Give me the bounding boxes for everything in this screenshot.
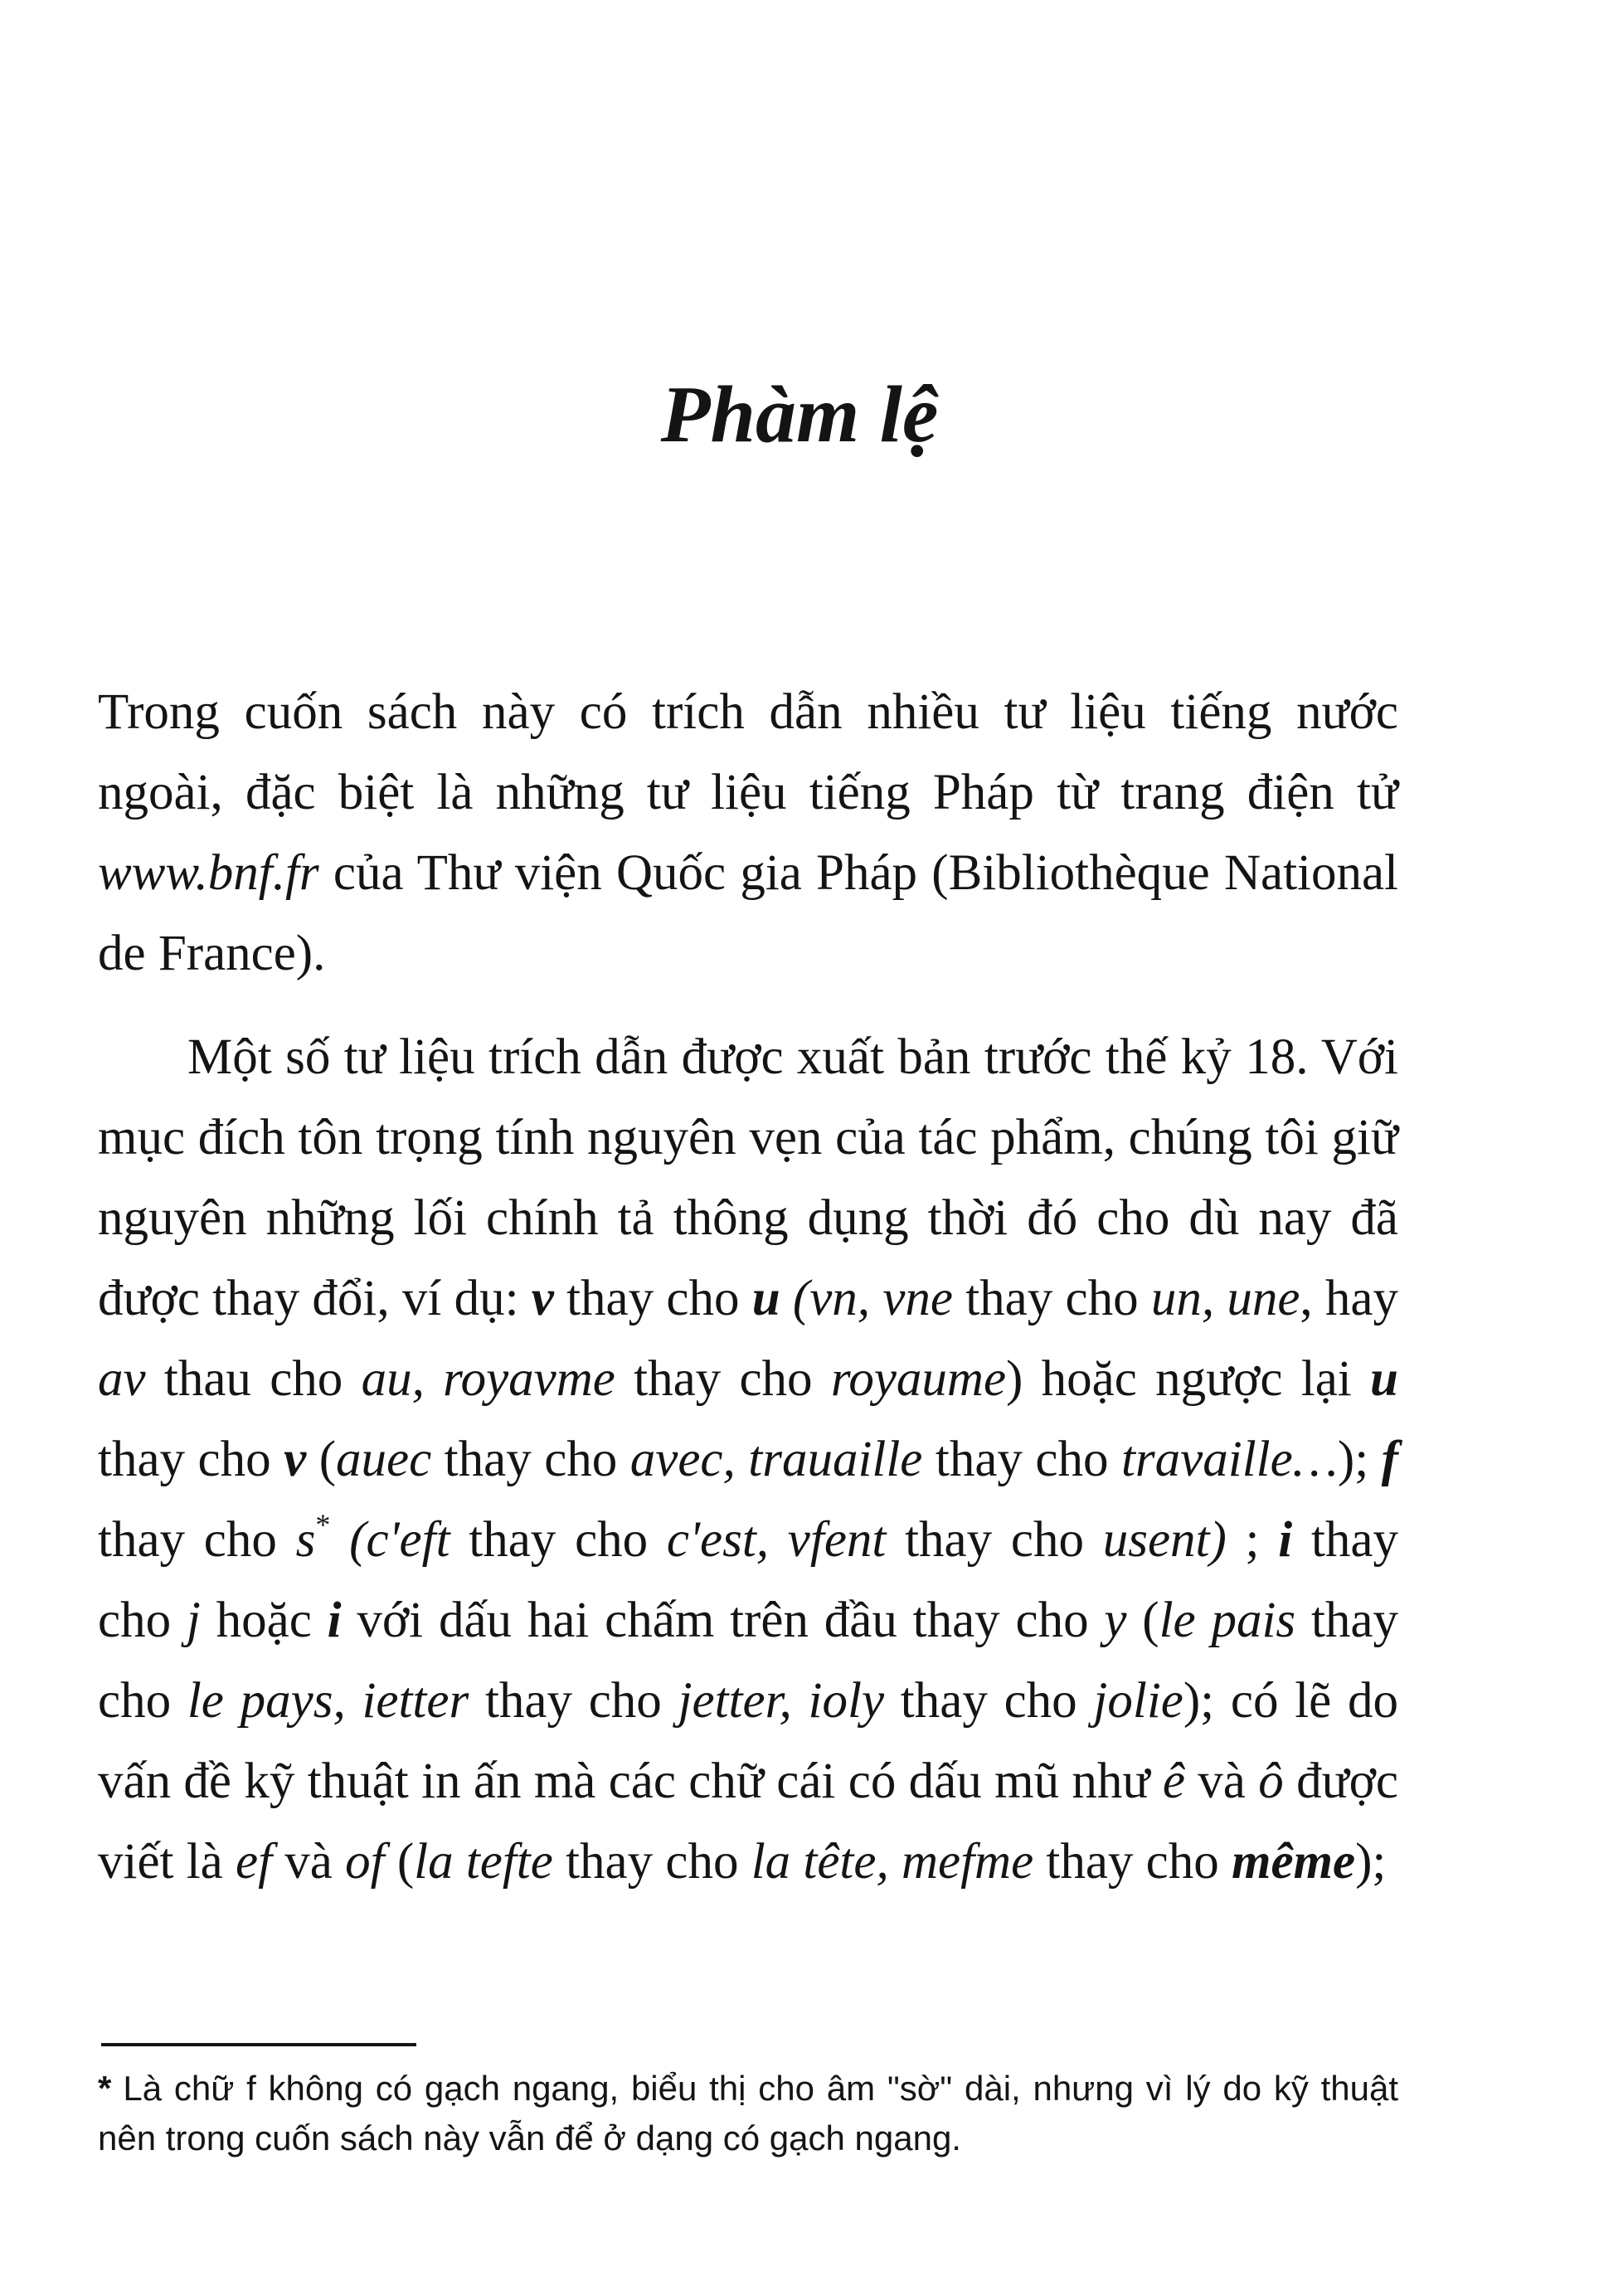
text-run: được viết là	[98, 1754, 1399, 1890]
italic-term: (vn, vne	[792, 1271, 953, 1326]
italic-term: of	[345, 1834, 385, 1890]
italic-term: la tête, mefme	[751, 1834, 1034, 1890]
text-run: thay cho	[922, 1432, 1121, 1487]
text-run: thay cho	[98, 1512, 1398, 1648]
italic-term: ô	[1258, 1754, 1284, 1809]
text-run	[330, 1512, 349, 1568]
text-run: thay cho	[98, 1432, 284, 1487]
text-run: , hay	[1300, 1271, 1398, 1326]
text-run: thay cho	[886, 1512, 1103, 1568]
italic-term: y	[1104, 1593, 1127, 1648]
italic-term: le pais	[1159, 1593, 1296, 1648]
footnote-reference: *	[315, 1508, 331, 1541]
italic-term: travaille…	[1120, 1432, 1338, 1487]
footnote-text: Là chữ f không có gạch ngang, biểu thị cho âm "sờ" dài, nhưng vì lý do kỹ thuật nên trong cuốn sách này vẫn để ở dạng có gạch ngang.	[98, 2069, 1398, 2157]
text-run: thay cho	[952, 1271, 1151, 1326]
italic-term: royaume	[830, 1351, 1007, 1407]
italic-term: auec	[336, 1432, 432, 1487]
text-run: thay cho	[450, 1512, 667, 1568]
text-run: );	[1337, 1432, 1382, 1487]
italic-term: i	[1278, 1512, 1293, 1568]
footnote-divider	[101, 2043, 416, 2046]
italic-term: un, une	[1150, 1271, 1300, 1326]
text-run: với dấu hai chấm trên đầu thay cho	[341, 1593, 1105, 1648]
text-run: Trong cuốn sách này có trích dẫn nhiều tư liệu tiếng nước ngoài, đặc biệt là những tư liệu tiếng Pháp từ trang điện tử	[98, 684, 1398, 820]
italic-term: av	[98, 1351, 146, 1407]
text-run: thay cho	[615, 1351, 831, 1407]
italic-term: (c'eft	[349, 1512, 450, 1568]
website-link: www.bnf.fr	[98, 845, 319, 901]
italic-term: v	[284, 1432, 307, 1487]
italic-term: i	[327, 1593, 342, 1648]
italic-term: la tefte	[414, 1834, 553, 1890]
footnote	[98, 2064, 1398, 2163]
italic-term: usent)	[1102, 1512, 1227, 1568]
text-run: thay cho	[431, 1432, 630, 1487]
text-run: và	[1184, 1754, 1259, 1809]
text-run: thay cho	[1033, 1834, 1232, 1890]
italic-term: s	[295, 1512, 316, 1568]
text-run: và	[272, 1834, 346, 1890]
page-title: Phàm lệ	[660, 370, 939, 460]
text-run: của Thư viện Quốc gia Pháp (Bibliothèque National de France).	[98, 845, 1398, 981]
text-run: thay cho	[469, 1673, 678, 1729]
italic-term: j	[186, 1593, 201, 1648]
footnote-marker: *	[98, 2069, 112, 2108]
paragraph-2	[98, 1017, 1398, 1902]
italic-term: u	[751, 1271, 780, 1326]
text-run: (	[384, 1834, 415, 1890]
italic-term: au, royavme	[361, 1351, 615, 1407]
italic-term: jetter, ioly	[678, 1673, 885, 1729]
text-run: ) hoặc ngược lại	[1006, 1351, 1371, 1407]
text-run: thay cho	[884, 1673, 1094, 1729]
text-run: );	[1355, 1834, 1387, 1890]
text-run: (	[1126, 1593, 1159, 1648]
italic-term: ef	[236, 1834, 273, 1890]
italic-term: ê	[1162, 1754, 1185, 1809]
text-run: thay cho	[552, 1834, 751, 1890]
italic-term: avec, trauaille	[629, 1432, 923, 1487]
italic-term: f	[1381, 1432, 1398, 1487]
italic-term: v	[531, 1271, 554, 1326]
text-run: (	[306, 1432, 337, 1487]
body-text	[98, 672, 1398, 1902]
text-run	[780, 1271, 793, 1326]
italic-term: u	[1370, 1351, 1398, 1407]
italic-term: c'est, vfent	[666, 1512, 887, 1568]
paragraph-1	[98, 672, 1398, 994]
italic-term: même	[1232, 1834, 1356, 1890]
text-run: hoặc	[200, 1593, 328, 1648]
text-run: thay cho	[98, 1593, 1398, 1729]
text-run: thay cho	[98, 1512, 296, 1568]
italic-term: le pays, ietter	[187, 1673, 469, 1729]
italic-term: jolie	[1093, 1673, 1183, 1729]
text-run: Một số tư liệu trích dẫn được xuất bản trước thế kỷ 18. Với mục đích tôn trọng tính nguyên vẹn của tác phẩm, chúng tôi giữ nguyên những lối chính tả thông dụng thời đó cho dù nay đã được thay đổi, ví dụ:	[98, 1029, 1398, 1326]
text-run: thay cho	[553, 1271, 752, 1326]
text-run: ;	[1226, 1512, 1279, 1568]
text-run: thau cho	[145, 1351, 362, 1407]
text-run: ); có lẽ do vấn đề kỹ thuật in ấn mà các chữ cái có dấu mũ như	[98, 1673, 1398, 1809]
